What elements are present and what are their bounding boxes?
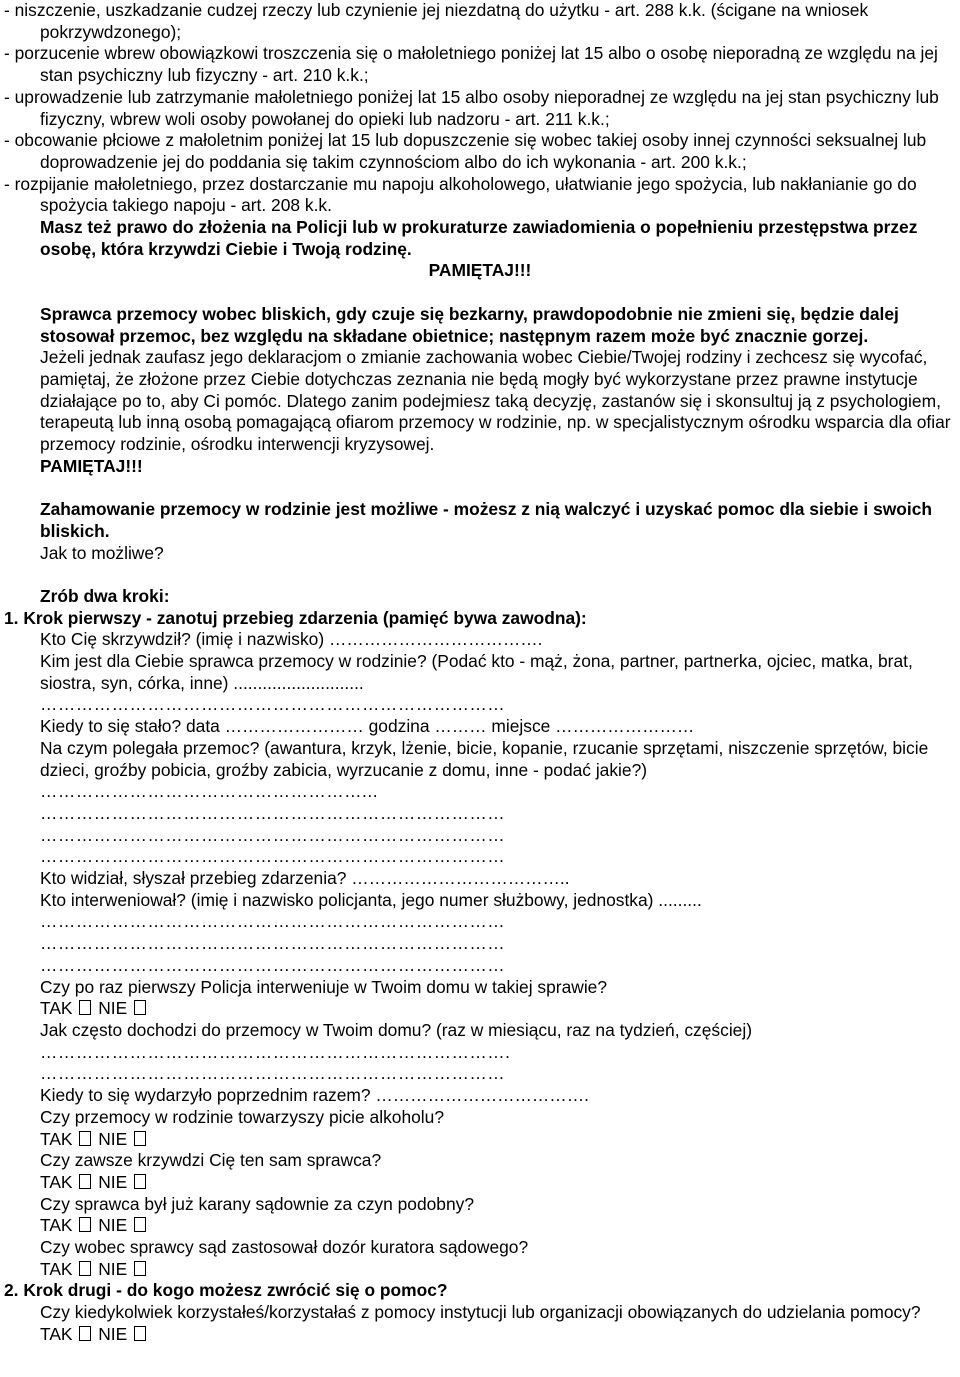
question-what-violence: Na czym polegała przemoc? (awantura, krzyk, lżenie, bicie, kopanie, rzucanie sprzętami, niszczenie sprzętów, bicie dzieci, groźby pobicia, groźby zabicia, wyrzucanie z domu, inne - podać jakie?)	[40, 737, 929, 780]
no-label: NIE	[98, 1258, 128, 1279]
question-who-is-perpetrator: Kim jest dla Ciebie sprawca przemocy w rodzinie? (Podać kto - mąż, żona, partner, partnerka, ojciec, matka, brat, siostra, syn, córka, inne) ...........................	[40, 651, 913, 693]
question-probation: Czy wobec sprawcy sąd zastosował dozór kuratora sądowego?	[40, 1237, 529, 1258]
no-checkbox[interactable]	[134, 1217, 146, 1232]
yes-label: TAK	[40, 1323, 73, 1344]
stop-violence-paragraph: Zahamowanie przemocy w rodzinie jest możliwe - możesz z nią walczyć i uzyskać pomoc dla siebie i swoich bliskich.	[40, 499, 933, 541]
no-label: NIE	[98, 1323, 128, 1344]
step2-heading: 2. Krok drugi - do kogo możesz zwrócić się o pomoc?	[4, 1280, 448, 1301]
no-label: NIE	[98, 998, 128, 1019]
question-institution-help: Czy kiedykolwiek korzystałeś/korzystałaś z pomocy instytucji lub organizacji obowiązanych do udzielania pomocy?	[40, 1302, 921, 1323]
yes-checkbox[interactable]	[79, 1261, 91, 1276]
yes-checkbox[interactable]	[79, 1131, 91, 1146]
remember-heading: PAMIĘTAJ!!!	[428, 260, 532, 281]
question-first-time: Czy po raz pierwszy Policja interweniuje w Twoim domu w takiej sprawie?	[40, 976, 608, 997]
answer-line[interactable]: ……………………………………………………………………	[40, 911, 506, 932]
list-item: - porzucenie wbrew obowiązkowi troszczenia się o małoletniego poniżej lat 15 albo o osobę nieporadną ze względu na jej stan psychiczny lub fizyczny - art. 210 k.k.;	[4, 43, 938, 86]
yes-label: TAK	[40, 1128, 73, 1149]
question-when: Kiedy to się stało? data …………………… godzina ……… miejsce ……………………	[40, 716, 695, 737]
how-question: Jak to możliwe?	[40, 542, 164, 563]
yes-no-options	[4, 1324, 956, 1346]
list-item: - uprowadzenie lub zatrzymanie małoletniego poniżej lat 15 albo osoby nieporadnej ze względu na jej stan psychiczny lub fizyczny, wbrew woli osoby powołanej do opieki lub nadzoru - art. 211 k.k.;	[4, 86, 939, 129]
question-how-often: Jak często dochodzi do przemocy w Twoim domu? (raz w miesiącu, raz na tydzień, częściej)	[40, 1020, 753, 1040]
no-label: NIE	[98, 1128, 128, 1149]
yes-no-options	[4, 998, 956, 1020]
no-checkbox[interactable]	[134, 1000, 146, 1015]
answer-line[interactable]: ……………………………………………………………………	[40, 802, 506, 823]
no-checkbox[interactable]	[134, 1174, 146, 1189]
yes-label: TAK	[40, 1215, 73, 1236]
yes-checkbox[interactable]	[79, 1174, 91, 1189]
no-checkbox[interactable]	[134, 1261, 146, 1276]
warning-paragraph: Sprawca przemocy wobec bliskich, gdy czuje się bezkarny, prawdopodobnie nie zmieni się, będzie dalej stosował przemoc, bez względu na składane obietnice; następnym razem może być znacznie gorzej.	[40, 303, 899, 346]
yes-checkbox[interactable]	[79, 1326, 91, 1341]
no-label: NIE	[98, 1171, 128, 1192]
answer-line[interactable]: ……………………………………………………………………	[40, 933, 506, 954]
answer-line[interactable]: ……………………………………………………………………	[40, 824, 506, 845]
yes-label: TAK	[40, 998, 73, 1019]
list-item: - rozpijanie małoletniego, przez dostarczanie mu napoju alkoholowego, ułatwianie jego spożycia, lub nakłanianie go do spożycia takiego napoju - art. 208 k.k.	[4, 173, 917, 216]
answer-line[interactable]: ……………………………………………………………………	[40, 694, 506, 715]
step1-heading: 1. Krok pierwszy - zanotuj przebieg zdarzenia (pamięć bywa zawodna):	[4, 607, 587, 628]
question-same-perpetrator: Czy zawsze krzywdzi Cię ten sam sprawca?	[40, 1150, 382, 1171]
list-item: - niszczenie, uszkadzanie cudzej rzeczy lub czynienie jej niezdatną do użytku - art. 288 k.k. (ścigane na wniosek pokrzywdzonego);	[4, 0, 869, 42]
list-item: - obcowanie płciowe z małoletnim poniżej lat 15 lub dopuszczenie się wobec takiej osoby innej czynności seksualnej lub doprowadzenie jej do poddania się takim czynnościom albo do ich wykonania - art. 200 k.k.;	[4, 130, 927, 172]
yes-no-options	[4, 1259, 956, 1281]
question-alcohol: Czy przemocy w rodzinie towarzyszy picie alkoholu?	[40, 1106, 445, 1127]
right-to-report-notice: Masz też prawo do złożenia na Policji lub w prokuraturze zawiadomienia o popełnieniu przestępstwa przez osobę, która krzywdzi Ciebie i Twoją rodzinę.	[40, 217, 918, 259]
yes-no-options	[4, 1215, 956, 1237]
question-punished: Czy sprawca był już karany sądownie za czyn podobny?	[40, 1193, 475, 1214]
question-previous: Kiedy to się wydarzyło poprzednim razem? ……………………………….	[40, 1085, 589, 1106]
no-label: NIE	[98, 1215, 128, 1236]
remember-heading: PAMIĘTAJ!!!	[40, 455, 143, 476]
no-checkbox[interactable]	[134, 1326, 146, 1341]
yes-no-options	[4, 1172, 956, 1194]
no-checkbox[interactable]	[134, 1131, 146, 1146]
question-who-hurt: Kto Cię skrzywdził? (imię i nazwisko) ……………………………….	[40, 629, 543, 650]
yes-label: TAK	[40, 1171, 73, 1192]
steps-heading: Zrób dwa kroki:	[40, 585, 170, 606]
yes-checkbox[interactable]	[79, 1217, 91, 1232]
advice-paragraph: Jeżeli jednak zaufasz jego deklaracjom o zmianie zachowania wobec Ciebie/Twojej rodziny i zechcesz się wycofać, pamiętaj, że złożone przez Ciebie dotychczas zeznania nie będą mogły być wykorzystane przez prawne instytucje działające po to, aby Ci pomóc. Dlatego zanim podejmiesz taką decyzję, zastanów się i skonsultuj ją z psychologiem, terapeutą lub inną osobą pomagającą ofiarom przemocy w rodzinie, np. w specjalistycznym ośrodku wsparcia dla ofiar przemocy rodzinie, ośrodku interwencji kryzysowej.	[40, 347, 951, 455]
answer-line[interactable]: ……………………………………………………………………	[40, 954, 506, 975]
yes-no-options	[4, 1129, 956, 1151]
answer-line[interactable]: ………………………………………………...	[40, 781, 379, 802]
answer-line[interactable]: …………………………………………………………………….	[40, 1041, 511, 1062]
yes-checkbox[interactable]	[79, 1000, 91, 1015]
question-witness: Kto widział, słyszał przebieg zdarzenia? ………………………………..	[40, 868, 570, 889]
answer-line[interactable]: ……………………………………………………………………	[40, 1063, 506, 1084]
yes-label: TAK	[40, 1258, 73, 1279]
answer-line[interactable]: ……………………………………………………………………	[40, 846, 506, 867]
question-intervened: Kto interweniował? (imię i nazwisko policjanta, jego numer służbowy, jednostka) .........	[40, 889, 702, 910]
